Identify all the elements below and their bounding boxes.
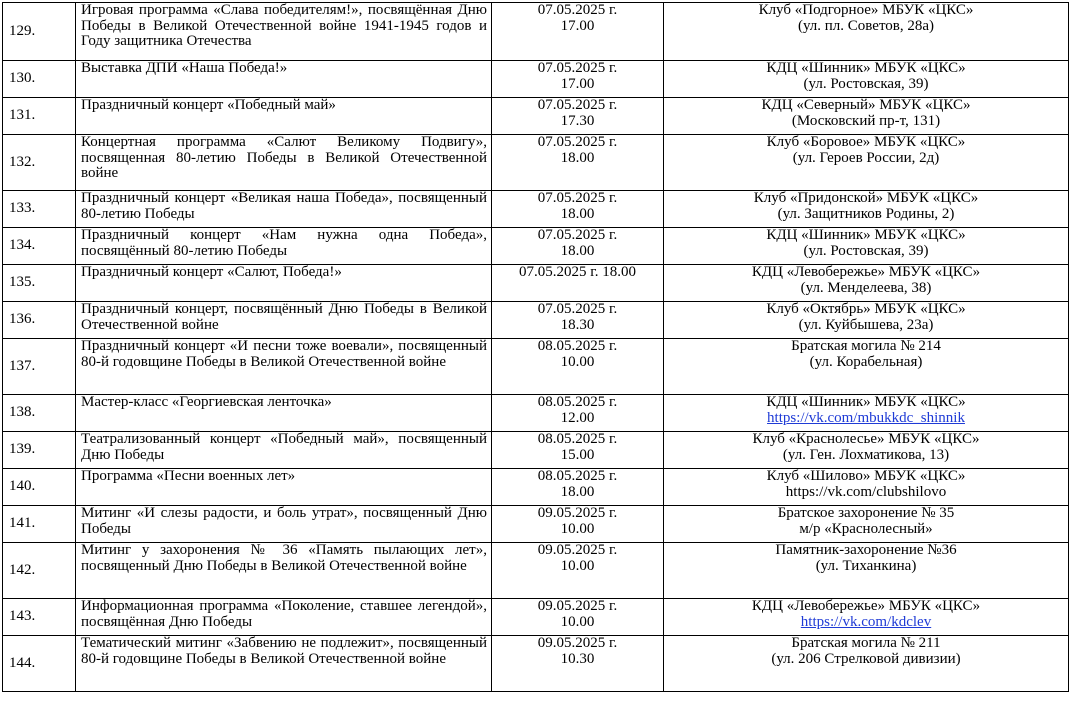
- event-name: Митинг «И слезы радости, и боль утрат», посвященный Дню Победы: [76, 506, 492, 543]
- event-date: 07.05.2025 г.: [537, 301, 618, 317]
- venue-name: Братское захоронение № 35: [777, 505, 955, 521]
- event-time: 18.00: [560, 483, 595, 500]
- venue-name: КДЦ «Левобережье» МБУК «ЦКС»: [751, 264, 981, 280]
- venue-link-line: [666, 411, 1066, 427]
- event-name: Информационная программа «Поколение, ставшее легендой», посвящённая Дню Победы: [76, 599, 492, 636]
- event-datetime-cell: [492, 506, 664, 543]
- event-time: 15.00: [560, 446, 595, 463]
- event-date: 07.05.2025 г.: [537, 134, 618, 150]
- venue-address: м/р «Краснолесный»: [799, 520, 933, 537]
- venue-name: КДЦ «Шинник» МБУК «ЦКС»: [766, 227, 966, 243]
- event-location-cell: [664, 61, 1069, 98]
- event-location-cell: [664, 636, 1069, 692]
- event-name: Праздничный концерт «Салют, Победа!»: [76, 265, 492, 302]
- venue-link-line: [666, 615, 1066, 631]
- event-name: Праздничный концерт «Победный май»: [76, 98, 492, 135]
- venue-address: (ул. Менделеева, 38): [800, 279, 932, 296]
- table-row: [3, 339, 1069, 395]
- venue-name: Клуб «Придонской» МБУК «ЦКС»: [753, 190, 979, 206]
- event-date: 08.05.2025 г.: [537, 468, 618, 484]
- event-date: 08.05.2025 г.: [537, 394, 618, 410]
- row-number: 140.: [3, 469, 76, 506]
- event-name: Праздничный концерт «Великая наша Победа», посвященный 80-летию Победы: [76, 191, 492, 228]
- row-number: 141.: [3, 506, 76, 543]
- event-location-cell: [664, 228, 1069, 265]
- event-location-cell: [664, 599, 1069, 636]
- event-time: 10.30: [560, 650, 595, 667]
- events-table-body: [3, 3, 1069, 692]
- event-name: Праздничный концерт, посвящённый Дню Победы в Великой Отечественной войне: [76, 302, 492, 339]
- event-name: Праздничный концерт «Нам нужна одна Победа», посвящённый 80-летию Победы: [76, 228, 492, 265]
- event-datetime-cell: [492, 61, 664, 98]
- event-time: 17.00: [560, 75, 595, 92]
- event-name: Тематический митинг «Забвению не подлежит», посвященный 80-й годовщине Победы в Великой Отечественной войне: [76, 636, 492, 692]
- table-row: [3, 543, 1069, 599]
- event-time: 17.00: [560, 17, 595, 34]
- table-row: [3, 395, 1069, 432]
- event-location-cell: [664, 469, 1069, 506]
- table-row: [3, 98, 1069, 135]
- table-row: [3, 599, 1069, 636]
- table-row: [3, 191, 1069, 228]
- venue-name: Братская могила № 211: [791, 635, 941, 651]
- venue-link[interactable]: https://vk.com/kdclev: [800, 613, 932, 630]
- row-number: 144.: [3, 636, 76, 692]
- event-location-cell: [664, 432, 1069, 469]
- event-datetime-cell: [492, 135, 664, 191]
- event-name: Митинг у захоронения № 36 «Память пылающих лет», посвященный Дню Победы в Великой Отечественной войне: [76, 543, 492, 599]
- row-number: 139.: [3, 432, 76, 469]
- event-location-cell: [664, 339, 1069, 395]
- venue-name: Памятник-захоронение №36: [775, 542, 957, 558]
- event-datetime-cell: [492, 3, 664, 61]
- event-datetime-cell: [492, 469, 664, 506]
- event-datetime-cell: [492, 636, 664, 692]
- event-datetime-cell: [492, 543, 664, 599]
- table-row: [3, 469, 1069, 506]
- event-location-cell: [664, 506, 1069, 543]
- table-row: [3, 61, 1069, 98]
- row-number: 138.: [3, 395, 76, 432]
- event-datetime-cell: [492, 228, 664, 265]
- event-datetime-cell: [492, 395, 664, 432]
- venue-address: (ул. Ген. Лохматикова, 13): [782, 446, 950, 463]
- event-date: 07.05.2025 г.: [537, 2, 618, 18]
- event-location-cell: [664, 3, 1069, 61]
- table-row: [3, 302, 1069, 339]
- table-row: [3, 3, 1069, 61]
- event-date: 07.05.2025 г. 18.00: [519, 264, 636, 280]
- venue-name: КДЦ «Шинник» МБУК «ЦКС»: [766, 394, 966, 410]
- row-number: 135.: [3, 265, 76, 302]
- event-name: Выставка ДПИ «Наша Победа!»: [76, 61, 492, 98]
- venue-link[interactable]: https://vk.com/mbukkdc_shinnik: [767, 409, 965, 426]
- event-date: 07.05.2025 г.: [537, 227, 618, 243]
- row-number: 132.: [3, 135, 76, 191]
- venue-address: (ул. Тиханкина): [815, 557, 917, 574]
- event-date: 07.05.2025 г.: [537, 97, 618, 113]
- row-number: 137.: [3, 339, 76, 395]
- event-time: 18.00: [560, 205, 595, 222]
- venue-name: Братская могила № 214: [791, 338, 941, 354]
- event-name: Театрализованный концерт «Победный май», посвященный Дню Победы: [76, 432, 492, 469]
- venue-name: Клуб «Боровое» МБУК «ЦКС»: [766, 134, 966, 150]
- row-number: 134.: [3, 228, 76, 265]
- row-number: 142.: [3, 543, 76, 599]
- table-row: [3, 228, 1069, 265]
- event-datetime-cell: [492, 339, 664, 395]
- event-name: Праздничный концерт «И песни тоже воевали», посвященный 80-й годовщине Победы в Великой Отечественной войне: [76, 339, 492, 395]
- event-date: 07.05.2025 г.: [537, 190, 618, 206]
- table-row: [3, 506, 1069, 543]
- venue-name: Клуб «Подгорное» МБУК «ЦКС»: [758, 2, 974, 18]
- event-date: 07.05.2025 г.: [537, 60, 618, 76]
- event-location-cell: [664, 265, 1069, 302]
- event-name: Игровая программа «Слава победителям!», посвящённая Дню Победы в Великой Отечественной войне 1941-1945 годов и Году защитника Отечества: [76, 3, 492, 61]
- event-time: 12.00: [560, 409, 595, 426]
- table-row: [3, 432, 1069, 469]
- row-number: 143.: [3, 599, 76, 636]
- event-time: 10.00: [560, 613, 595, 630]
- event-datetime-cell: [492, 98, 664, 135]
- event-datetime-cell: [492, 191, 664, 228]
- venue-name: КДЦ «Левобережье» МБУК «ЦКС»: [751, 598, 981, 614]
- venue-address: (ул. Ростовская, 39): [803, 242, 929, 259]
- event-name: Мастер-класс «Георгиевская ленточка»: [76, 395, 492, 432]
- event-date: 08.05.2025 г.: [537, 431, 618, 447]
- event-date: 09.05.2025 г.: [537, 635, 618, 651]
- event-location-cell: [664, 543, 1069, 599]
- event-date: 09.05.2025 г.: [537, 542, 618, 558]
- event-location-cell: [664, 135, 1069, 191]
- event-datetime-cell: [492, 599, 664, 636]
- event-location-cell: [664, 395, 1069, 432]
- venue-name: КДЦ «Шинник» МБУК «ЦКС»: [766, 60, 966, 76]
- event-time: 10.00: [560, 353, 595, 370]
- venue-name: Клуб «Краснолесье» МБУК «ЦКС»: [752, 431, 980, 447]
- event-time: 18.00: [560, 242, 595, 259]
- event-datetime-cell: [492, 265, 664, 302]
- event-name: Концертная программа «Салют Великому Подвигу», посвященная 80-летию Победы в Великой Отечественной войне: [76, 135, 492, 191]
- row-number: 131.: [3, 98, 76, 135]
- event-time: 10.00: [560, 557, 595, 574]
- venue-address: (Московский пр-т, 131): [791, 112, 941, 129]
- venue-address: (ул. Корабельная): [809, 353, 923, 370]
- venue-address: (ул. Куйбышева, 23а): [798, 316, 934, 333]
- venue-name: КДЦ «Северный» МБУК «ЦКС»: [761, 97, 971, 113]
- venue-name: Клуб «Октябрь» МБУК «ЦКС»: [766, 301, 966, 317]
- event-datetime-cell: [492, 432, 664, 469]
- event-location-cell: [664, 191, 1069, 228]
- table-row: [3, 135, 1069, 191]
- venue-address: (ул. 206 Стрелковой дивизии): [771, 650, 961, 667]
- row-number: 136.: [3, 302, 76, 339]
- event-date: 09.05.2025 г.: [537, 598, 618, 614]
- events-table: [2, 2, 1069, 692]
- event-time: 17.30: [560, 112, 595, 129]
- table-row: [3, 265, 1069, 302]
- event-date: 09.05.2025 г.: [537, 505, 618, 521]
- event-time: 10.00: [560, 520, 595, 537]
- event-time: 18.30: [560, 316, 595, 333]
- row-number: 129.: [3, 3, 76, 61]
- venue-address: (ул. Ростовская, 39): [803, 75, 929, 92]
- venue-address: (ул. пл. Советов, 28а): [797, 17, 935, 34]
- venue-url-text: https://vk.com/clubshilovo: [785, 483, 947, 500]
- event-name: Программа «Песни военных лет»: [76, 469, 492, 506]
- event-date: 08.05.2025 г.: [537, 338, 618, 354]
- venue-address: (ул. Защитников Родины, 2): [777, 205, 955, 222]
- row-number: 130.: [3, 61, 76, 98]
- event-location-cell: [664, 98, 1069, 135]
- event-datetime-cell: [492, 302, 664, 339]
- venue-address: (ул. Героев России, 2д): [792, 149, 940, 166]
- event-time: 18.00: [560, 149, 595, 166]
- event-location-cell: [664, 302, 1069, 339]
- table-row: [3, 636, 1069, 692]
- row-number: 133.: [3, 191, 76, 228]
- venue-name: Клуб «Шилово» МБУК «ЦКС»: [766, 468, 966, 484]
